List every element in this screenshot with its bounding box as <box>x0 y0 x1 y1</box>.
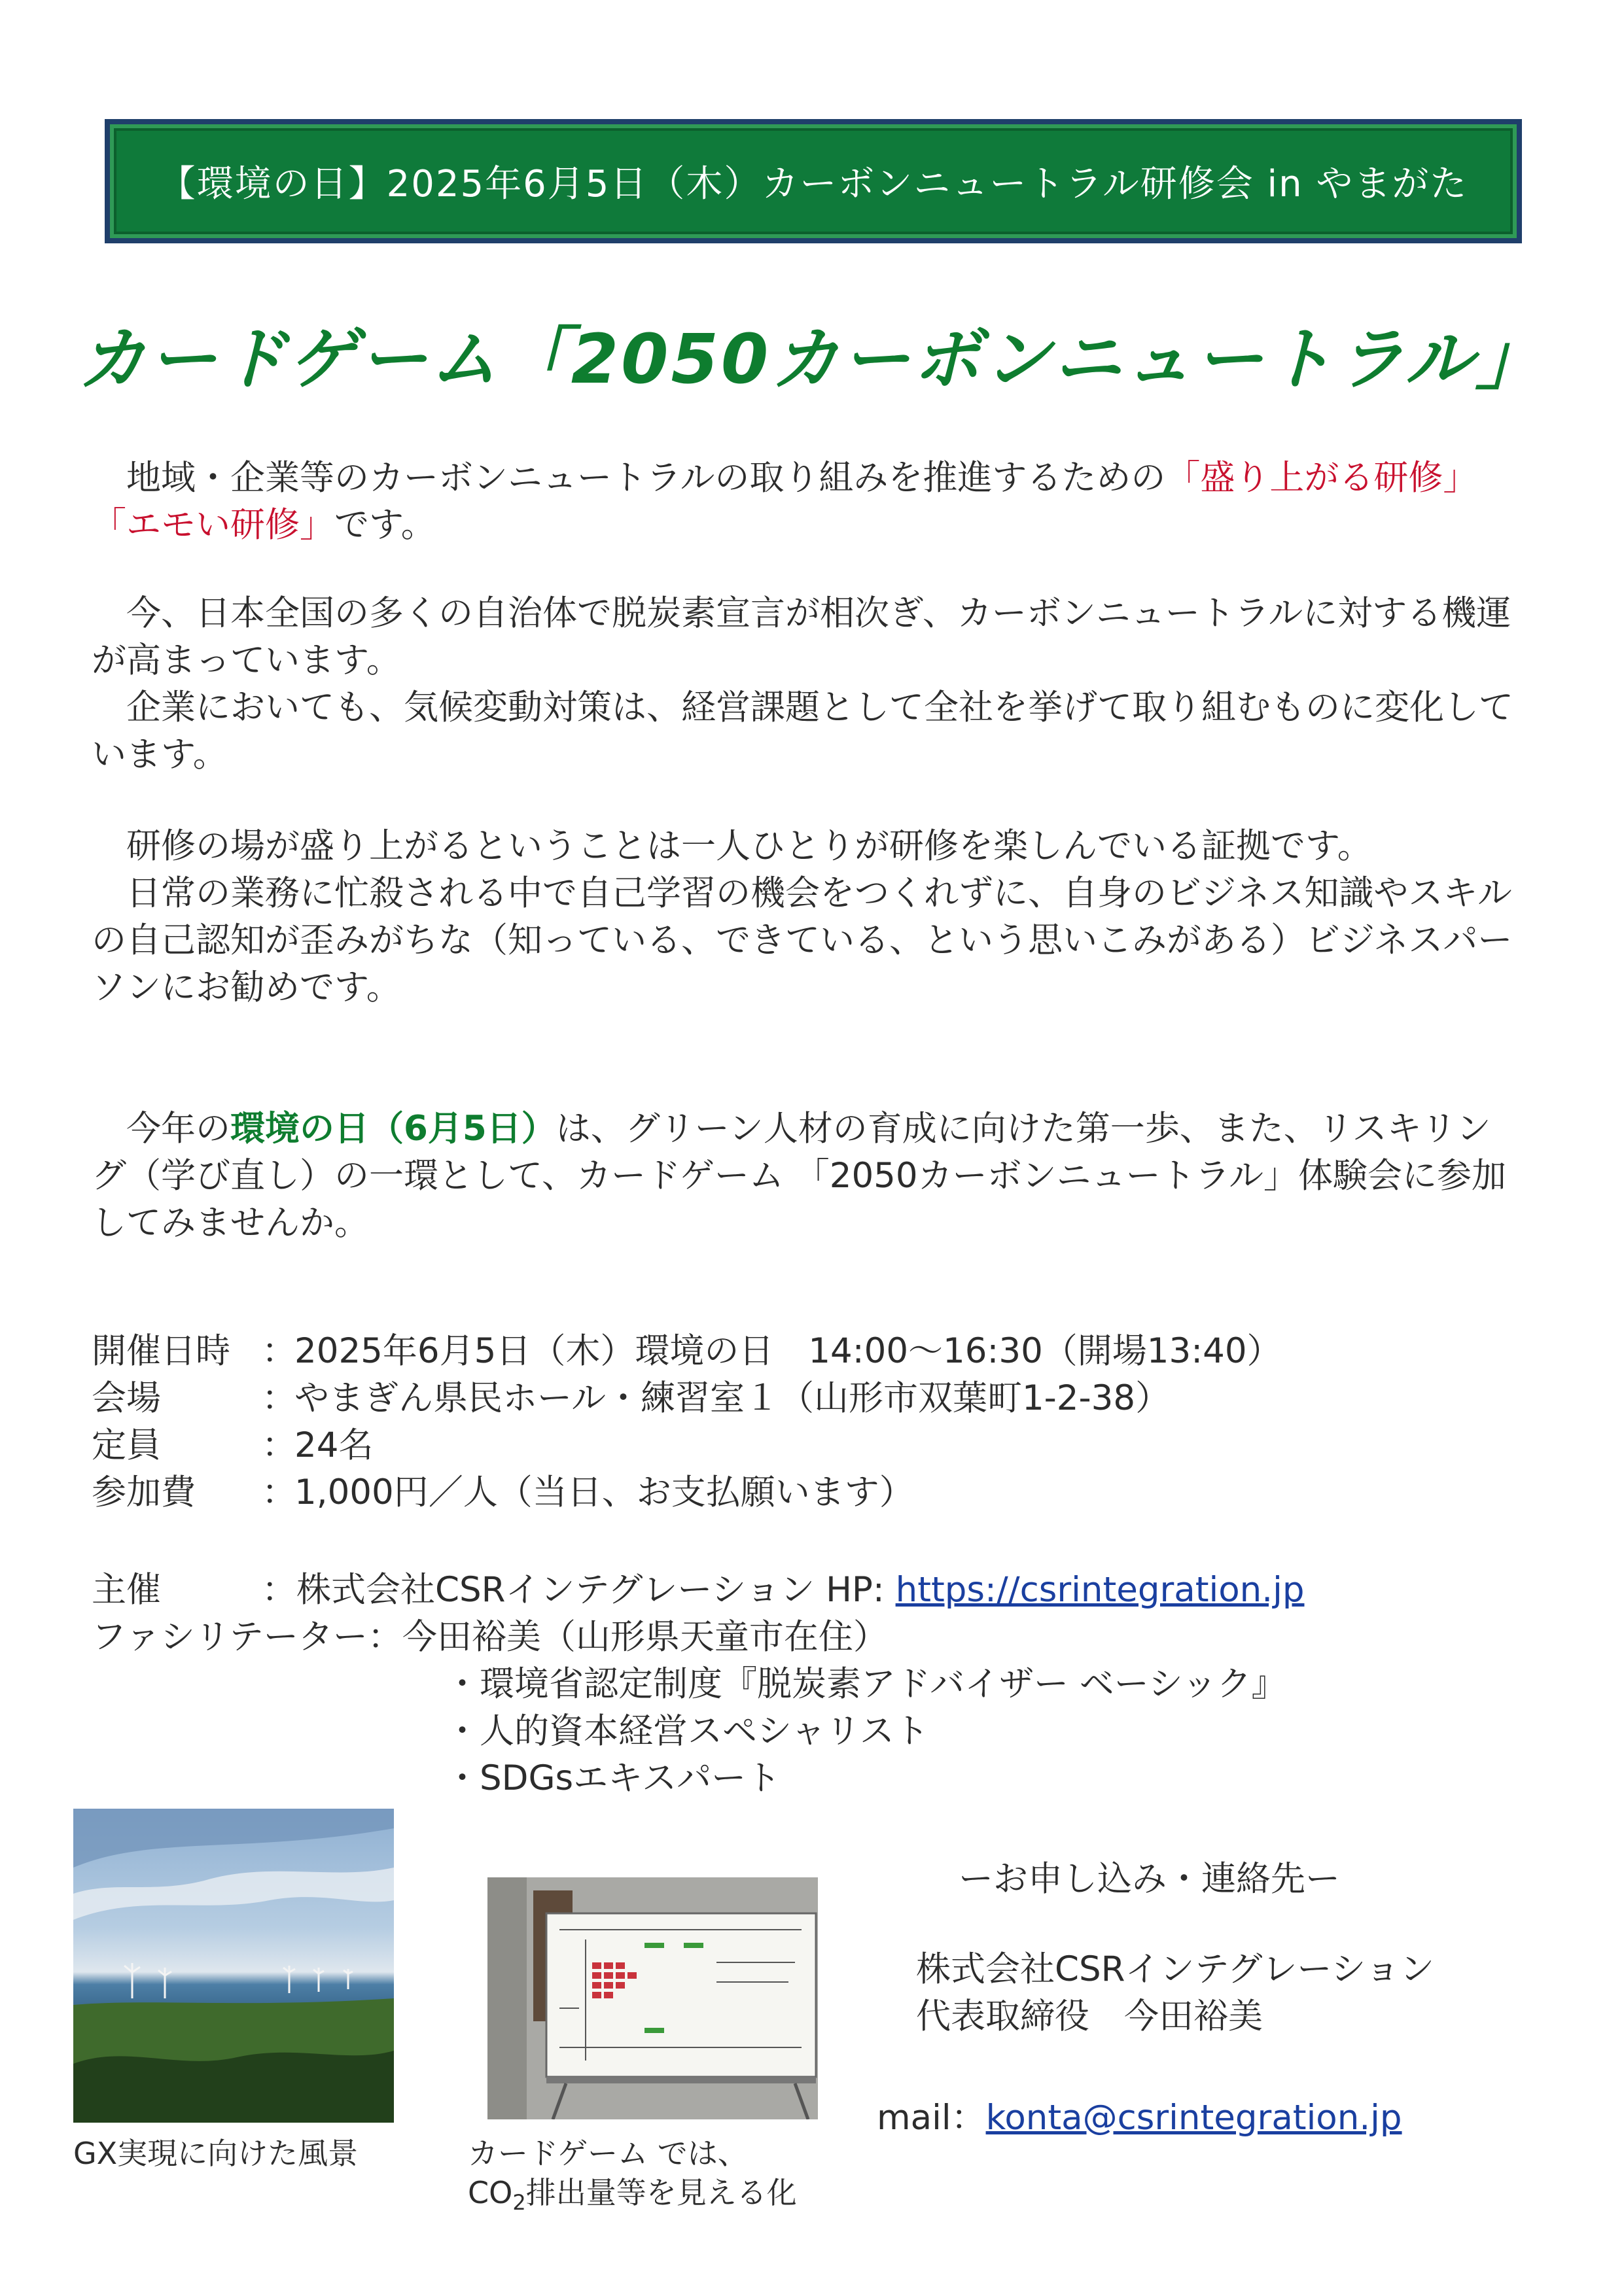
detail-value: 2025年6月5日（木）環境の日 14:00～16:30（開場13:40） <box>294 1331 1282 1371</box>
invitation-paragraph <box>92 1105 1525 1247</box>
detail-key: 会場 <box>92 1378 161 1418</box>
environment-day-highlight: 環境の日（6月5日） <box>230 1109 556 1149</box>
organizer-website-link[interactable]: https://csrintegration.jp <box>895 1570 1305 1610</box>
whiteboard-illustration <box>487 1877 818 2119</box>
detail-row-venue: 会場 ： やまぎん県民ホール・練習室１（山形市双葉町1-2-38） <box>92 1375 1282 1422</box>
event-details <box>92 1328 1282 1516</box>
detail-value: やまぎん県民ホール・練習室１（山形市双葉町1-2-38） <box>294 1378 1171 1418</box>
contact-heading: ーお申し込み・連絡先ー <box>959 1859 1340 1899</box>
intro-text-a: 地域・企業等のカーボンニュートラルの取り組みを推進するための <box>126 458 1166 498</box>
landscape-photo-caption: GX実現に向けた風景 <box>73 2136 359 2171</box>
contact-mail <box>877 2090 1402 2140</box>
background-line-1: 今、日本全国の多くの自治体で脱炭素宣言が相次ぎ、カーボンニュートラルに対する機運が高まっています。 <box>92 593 1511 680</box>
detail-row-capacity: 定員 ： 24名 <box>92 1422 1282 1469</box>
detail-key: 参加費 <box>92 1472 196 1512</box>
mail-link[interactable]: konta@csrintegration.jp <box>985 2098 1402 2138</box>
contact-block <box>916 1946 1434 2040</box>
detail-value: 24名 <box>294 1425 374 1465</box>
whiteboard-game-photo <box>487 1877 818 2119</box>
wind-farm-landscape-photo <box>73 1809 394 2123</box>
header-banner <box>105 119 1522 243</box>
intro-text-b: です。 <box>334 505 436 545</box>
contact-person: 代表取締役 今田裕美 <box>916 1996 1263 2036</box>
facilitator-value: 今田裕美（山形県天童市在住） <box>402 1617 888 1657</box>
facilitator-key: ファシリテーター <box>92 1617 368 1657</box>
intro-highlight: 「盛り上がる研修」「エモい研修」 <box>92 458 1478 545</box>
qualification-item: ・人的資本経営スペシャリスト <box>445 1711 929 1751</box>
banner-text: 【環境の日】2025年6月5日（木）カーボンニュートラル研修会 in やまがた <box>158 163 1468 205</box>
recommend-paragraph <box>92 823 1525 1011</box>
contact-company: 株式会社CSRインテグレーション <box>916 1949 1435 1989</box>
background-line-2: 企業においても、気候変動対策は、経営課題として全社を挙げて取り組むものに変化しています。 <box>92 687 1513 774</box>
qualification-list <box>445 1661 1286 1802</box>
recommend-line-2: 日常の業務に忙殺される中で自己学習の機会をつくれずに、自身のビジネス知識やスキルの自己認知が歪みがちな（知っている、できている、という思いこみがある）ビジネスパーソンにお勧めです。 <box>92 873 1513 1007</box>
organizer-block <box>92 1567 1304 1661</box>
detail-key: 定員 <box>92 1425 161 1465</box>
detail-value: 1,000円／人（当日、お支払願います） <box>294 1472 914 1512</box>
organizer-key: 主催 <box>92 1570 161 1610</box>
whiteboard-photo-caption <box>468 2134 797 2222</box>
organizer-value: 株式会社CSRインテグレーション HP: <box>296 1570 896 1610</box>
qualification-item: ・SDGsエキスパート <box>445 1758 781 1798</box>
background-paragraph <box>92 590 1525 778</box>
invitation-text-a: 今年の <box>126 1109 230 1149</box>
intro-paragraph <box>92 455 1525 549</box>
organizer-row: 主催 ：株式会社CSRインテグレーション HP: https://csrintegration.jp <box>92 1567 1304 1614</box>
detail-key: 開催日時 <box>92 1331 230 1371</box>
recommend-line-1: 研修の場が盛り上がるということは一人ひとりが研修を楽しんでいる証拠です。 <box>126 826 1372 866</box>
caption-line-1: カードゲーム では、 <box>468 2136 748 2171</box>
detail-row-fee: 参加費 ： 1,000円／人（当日、お支払願います） <box>92 1469 1282 1516</box>
caption-line-2: $CO_2$排出量等を見える化 <box>468 2175 797 2216</box>
page-title: カードゲーム「2050カーボンニュートラル」 <box>77 319 1547 399</box>
detail-row-datetime: 開催日時 ： 2025年6月5日（木）環境の日 14:00～16:30（開場13:40） <box>92 1328 1282 1375</box>
facilitator-row: ファシリテーター：今田裕美（山形県天童市在住） <box>92 1617 888 1657</box>
mail-label: mail： <box>877 2098 986 2138</box>
qualification-item: ・環境省認定制度『脱炭素アドバイザー ベーシック』 <box>445 1664 1286 1704</box>
invitation-text-b: は、グリーン人材の育成に向けた第一歩、また、リスキリング（学び直し）の一環として、カードゲーム 「2050カーボンニュートラル」体験会に参加してみませんか。 <box>92 1109 1507 1243</box>
wind-turbines-illustration <box>73 1809 394 2123</box>
